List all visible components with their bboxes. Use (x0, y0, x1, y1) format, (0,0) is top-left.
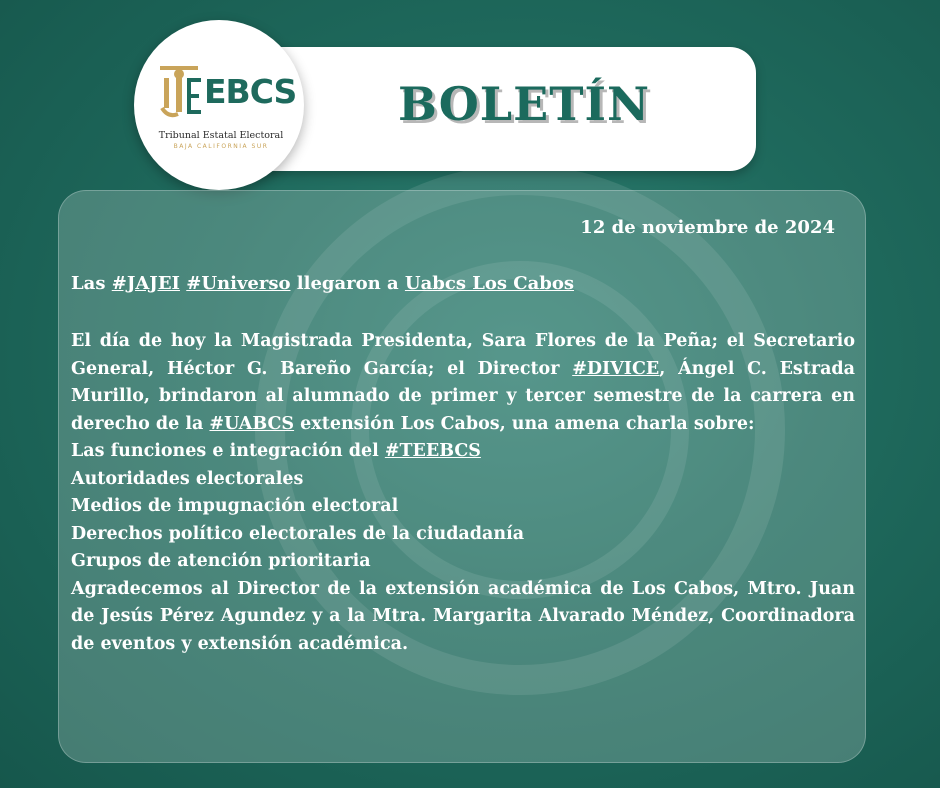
bulletin-body (71, 328, 855, 658)
bulletin-headline (71, 273, 574, 294)
logo-wordmark: EBCS (204, 72, 297, 111)
hashtag-universo-link[interactable]: #Universo (186, 273, 291, 294)
bulletin-panel (58, 190, 866, 763)
bulletin-date: 12 de noviembre de 2024 (580, 217, 835, 238)
topic-item: Medios de impugnación electoral (71, 496, 399, 516)
uabcs-los-cabos-link[interactable]: Uabcs Los Cabos (404, 273, 575, 294)
hashtag-teebcs-link[interactable]: #TEEBCS (384, 441, 481, 461)
logo-subtitle: Tribunal Estatal Electoral (158, 130, 284, 141)
bulletin-title: BOLETÍN (398, 77, 651, 131)
closing-paragraph: Agradecemos al Director de la extensión académica de Los Cabos, Mtro. Juan de Jesús Pérez Agundez y a la Mtra. Margarita Alvarado Méndez, Coordinadora de eventos y extensión académica. (71, 578, 855, 654)
logo-badge (134, 20, 304, 190)
topic-item: Grupos de atención prioritaria (71, 551, 371, 571)
tribunal-emblem-icon (156, 64, 202, 120)
topic-1-prefix: Las funciones e integración del (71, 441, 385, 461)
paragraph-part-1: El día de hoy la Magistrada Presidenta, Sara Flores de la Peña; el Secretario General, Héctor G. Bareño García; el Director (71, 331, 855, 379)
topic-item (71, 438, 855, 466)
hashtag-divice-link[interactable]: #DIVICE (572, 358, 660, 379)
hashtag-uabcs-link[interactable]: #UABCS (209, 413, 295, 434)
paragraph-part-3: extensión Los Cabos, una amena charla sobre: (294, 413, 755, 434)
topic-item: Autoridades electorales (71, 468, 304, 489)
paragraph-part-2: , Ángel C. Estrada Murillo, brindaron al alumnado de primer y tercer semestre de la carrera en derecho de la (71, 358, 855, 434)
headline-prefix: Las (71, 273, 112, 294)
logo-region: BAJA CALIFORNIA SUR (173, 143, 269, 150)
hashtag-jajei-link[interactable]: #JAJEI (111, 273, 180, 294)
headline-middle: llegaron a (290, 273, 405, 294)
topic-item: Derechos político electorales de la ciudadanía (71, 523, 525, 544)
